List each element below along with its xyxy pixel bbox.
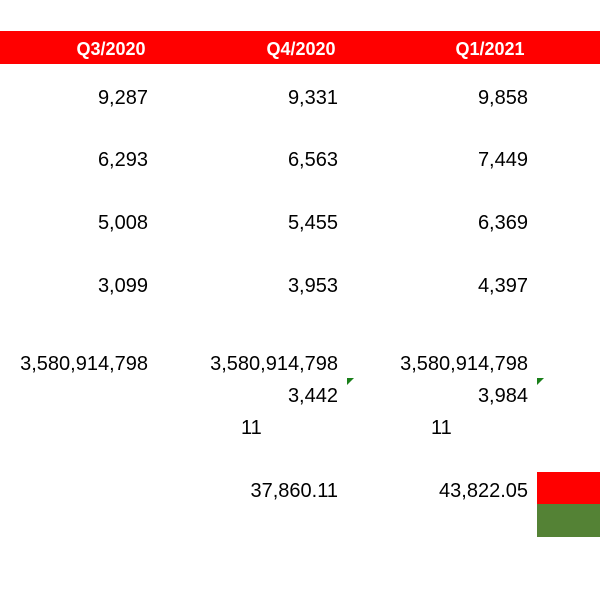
comment-indicator-icon[interactable] [537, 378, 544, 385]
cell-row4-q4[interactable]: 3,953 [287, 275, 338, 297]
cell-row2-q3[interactable]: 6,293 [97, 149, 148, 171]
cell-count-q1[interactable]: 11 [431, 417, 452, 439]
column-header-q4-2020[interactable]: Q4/2020 [266, 39, 336, 59]
column-header-q3-2020[interactable]: Q3/2020 [76, 39, 146, 59]
cell-row2-q4[interactable]: 6,563 [287, 149, 338, 171]
cell-sub-q1[interactable]: 3,984 [477, 385, 528, 407]
cell-row2-q1[interactable]: 7,449 [477, 149, 528, 171]
cell-total-q4[interactable]: 3,580,914,798 [210, 353, 338, 375]
cell-row4-q1[interactable]: 4,397 [477, 275, 528, 297]
comment-indicator-icon[interactable] [347, 378, 354, 385]
cell-sub-q4[interactable]: 3,442 [287, 385, 338, 407]
status-swatch-red [537, 472, 600, 504]
cell-row3-q3[interactable]: 5,008 [97, 212, 148, 234]
cell-total-q3[interactable]: 3,580,914,798 [20, 353, 148, 375]
cell-row1-q4[interactable]: 9,331 [287, 87, 338, 109]
cell-row1-q3[interactable]: 9,287 [97, 87, 148, 109]
column-header-q1-2021[interactable]: Q1/2021 [455, 39, 525, 59]
cell-count-q4[interactable]: 11 [241, 417, 262, 439]
cell-row1-q1[interactable]: 9,858 [477, 87, 528, 109]
status-swatch-green [537, 504, 600, 537]
cell-row3-q4[interactable]: 5,455 [287, 212, 338, 234]
cell-amount-q4[interactable]: 37,860.11 [250, 480, 338, 502]
cell-row4-q3[interactable]: 3,099 [97, 275, 148, 297]
cell-amount-q1[interactable]: 43,822.05 [439, 480, 528, 502]
cell-total-q1[interactable]: 3,580,914,798 [400, 353, 528, 375]
cell-row3-q1[interactable]: 6,369 [477, 212, 528, 234]
